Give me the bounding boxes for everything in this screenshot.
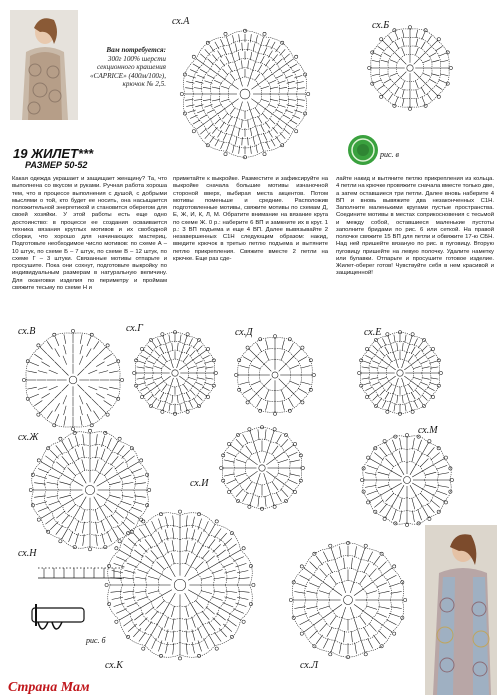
materials-title: Вам потребуется: (106, 46, 166, 54)
label-scheme-b: сх.Б (372, 20, 390, 31)
label-scheme-k: сх.К (105, 660, 123, 671)
pattern-size: РАЗМЕР 50-52 (25, 160, 88, 170)
crochet-diagram-d (230, 330, 330, 430)
label-figure-v: рис. в (380, 150, 400, 159)
label-scheme-e: сх.Е (364, 327, 382, 338)
label-scheme-n: сх.Н (18, 548, 37, 559)
loop-figure-b (28, 600, 88, 640)
label-scheme-m: сх.М (418, 425, 438, 436)
pattern-title: 19 ЖИЛЕТ*** (13, 146, 94, 161)
crochet-diagram-v (18, 322, 133, 437)
model-photo-bottom (425, 525, 497, 695)
materials-line: 300г 100% шерсти (107, 54, 166, 63)
materials-line: «CAPRICE» (400м/100г), (89, 71, 166, 80)
crochet-diagram-g (130, 325, 230, 425)
label-scheme-zh: сх.Ж (18, 432, 39, 443)
crochet-diagram-a (150, 22, 350, 182)
text-column-3: лайте накид и вытяните петлю прикрепления из кольца. 4 петли на крючке провяжите сначала вместе только две, а затем оставшиеся три петли. Далее вновь наберите 4 ВП и вновь вывяжите два незаконченных С1Н. Заполните маленькими кругами пустые пространства. Соедините мотивы в местах соприкосновения с тесьмой и между собой, оставшиеся маленькие пустоты заполните бридами по рис. 6 или сеткой. На правой полочке свяжите 15 ВП для петли и обвяжите 17-ю СБН. Над ней пришейте вязаную по рис. в пуговицу. Вторую пуговицу пришейте на левую полочку. Удалите наметку или булавки. Отпарьте и просушите готовое изделие. Жилет-оберег готов! Чувствуйте себя в нем красивой и защищенной! (336, 176, 494, 277)
materials-line: крючок № 2,5. (122, 80, 166, 89)
label-scheme-d: сх.Д (235, 327, 253, 338)
text-column-1: Какая одежда украшает и защищает женщину? Та, что выполнена со вкусом и руками. Ручная работа хороша тем, что в процессе выполнения с душой, с добрыми мыслями о той, кто будет ее носить, она насыщается положительной энергетикой и становится оберегом для своей хозяйки. У этой работы есть еще одно достоинство: в процессе ее создания осваивается техника вязания круглых мотивов и их свободной сборки, что хорошо для начинающих мастериц. Подготовьте необходимое число мотивов: по схеме А – 10 штук, по схеме Б – 7 штук, по схеме В – 12 штук, по схеме Г – 3 штуки. Связанные мотивы отпарьте и просушите. Пока они сохнут, подготовьте выкройку по индивидуальным размерам в натуральную величину. Для оканговки изделия по периметру и проймам свяжите тесьму по схеме Н и (12, 176, 167, 291)
materials-line: секционного крашения (96, 63, 166, 72)
crochet-diagram-e (335, 325, 475, 425)
crochet-diagram-l (270, 540, 425, 660)
label-figure-b: рис. б (86, 636, 106, 645)
label-scheme-a: сх.А (172, 16, 190, 27)
text-column-2: приметайте к выкройке. Разместите и зафиксируйте на выкройке сначала большие мотивы изнаночной стороной вверх, выбирая места акцентов. Потом мотивы поменьше и средние. Расположив подготовленные мотивы, свяжите мотивы по схемам Д, Е, Ж, И, К, Л, М. Обратите внимание на вязание круга по схеме Ж. 0 р.: наберите 6 ВП и замкните их в круг. 1 р.: 3 ВП подъема и еще 4 ВП. Далее вывязывайте 2 незавершенных С1Н следующим образом: накид, введите крючок в третью петлю подъема и вытяните петлю прикрепления. Свяжите вместе 2 петли на крючке. Еще раз сде- (173, 176, 328, 262)
label-scheme-v: сх.В (18, 326, 36, 337)
label-scheme-i: сх.И (190, 478, 209, 489)
crochet-diagram-m (335, 430, 475, 530)
label-scheme-l: сх.Л (300, 660, 319, 671)
crochet-diagram-b (365, 20, 475, 130)
model-photo-top (10, 10, 78, 120)
button-figure-v (345, 132, 381, 168)
footer-brand[interactable]: Страна Мам (8, 680, 90, 695)
edging-diagram-n (36, 560, 126, 590)
label-scheme-g: сх.Г (126, 323, 143, 334)
